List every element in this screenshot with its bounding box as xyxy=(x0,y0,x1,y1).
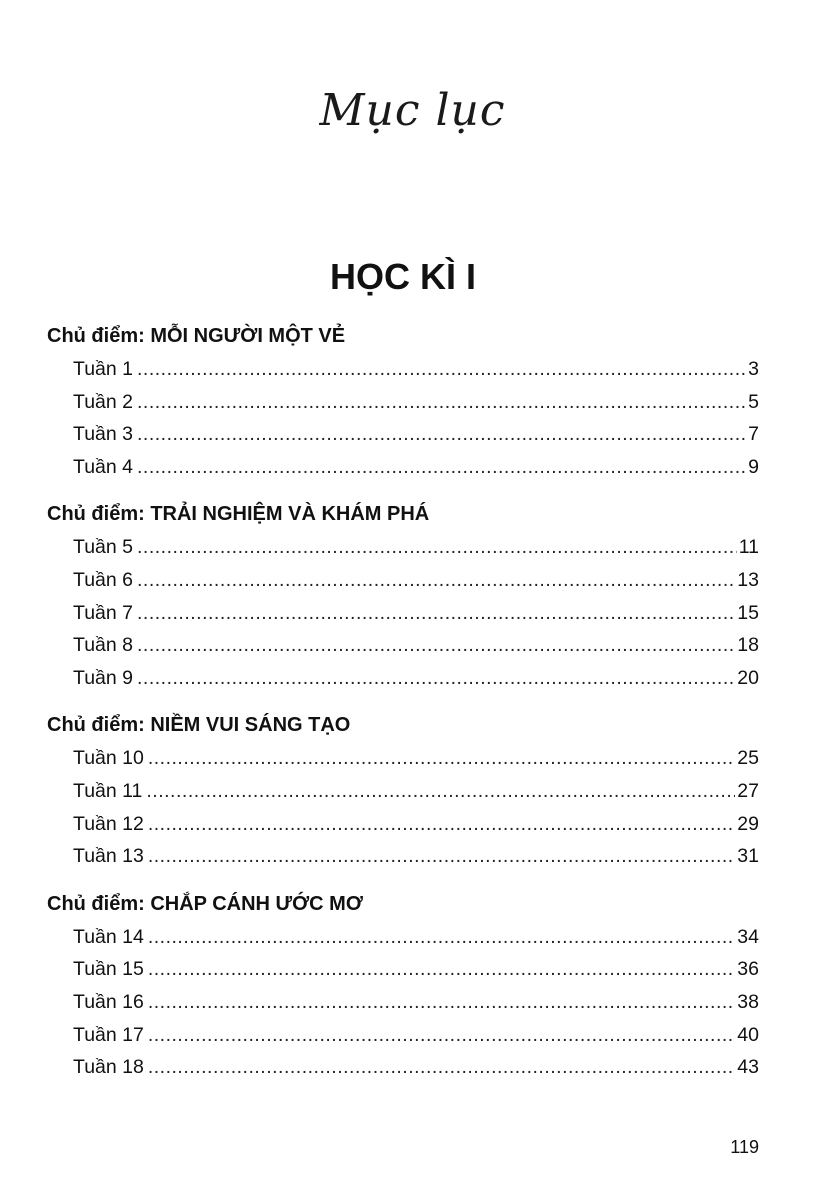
toc-section xyxy=(47,497,759,694)
entry-page: 9 xyxy=(748,455,759,478)
toc-entry xyxy=(73,531,759,564)
toc-entry xyxy=(73,629,759,662)
dot-leader xyxy=(137,531,737,564)
page-number: 119 xyxy=(730,1137,759,1157)
entry-page: 18 xyxy=(737,634,759,657)
dot-leader xyxy=(148,742,735,775)
toc-entry xyxy=(73,986,759,1019)
entry-label: Tuần 3 xyxy=(73,423,133,446)
toc-entry xyxy=(73,418,759,451)
entry-page: 13 xyxy=(737,568,759,591)
dot-leader xyxy=(137,597,735,630)
semester-heading: HỌC KÌ I xyxy=(329,256,476,297)
toc-section xyxy=(47,887,759,1084)
dot-leader xyxy=(146,775,735,808)
entry-label: Tuần 17 xyxy=(73,1023,144,1046)
page-title: Mục lục xyxy=(319,85,506,136)
dot-leader xyxy=(137,662,735,695)
toc-entry xyxy=(73,662,759,695)
dot-leader xyxy=(148,1051,735,1084)
entry-label: Tuần 15 xyxy=(73,958,144,981)
toc-entry xyxy=(73,808,759,841)
entry-page: 27 xyxy=(737,779,759,802)
entry-label: Tuần 16 xyxy=(73,990,144,1013)
toc-entry xyxy=(73,921,759,954)
entry-page: 11 xyxy=(738,536,759,559)
entry-label: Tuần 13 xyxy=(73,845,144,868)
toc-entry xyxy=(73,353,759,386)
toc-entry xyxy=(73,386,759,419)
entry-label: Tuần 2 xyxy=(73,390,133,413)
entry-page: 7 xyxy=(748,423,759,446)
entry-label: Tuần 8 xyxy=(73,634,133,657)
entry-label: Tuần 14 xyxy=(73,925,144,948)
toc-entry xyxy=(73,840,759,873)
entry-page: 34 xyxy=(737,925,759,948)
section-heading: Chủ điểm: CHẮP CÁNH ƯỚC MƠ xyxy=(47,892,363,915)
dot-leader xyxy=(148,1019,735,1052)
entry-page: 40 xyxy=(737,1023,759,1046)
toc-entry xyxy=(73,451,759,484)
toc-entry xyxy=(73,1019,759,1052)
section-heading: Chủ điểm: MỖI NGƯỜI MỘT VẺ xyxy=(47,325,346,347)
toc-section xyxy=(47,319,759,483)
entry-page: 43 xyxy=(737,1056,759,1079)
dot-leader xyxy=(148,986,735,1019)
dot-leader xyxy=(148,808,735,841)
dot-leader xyxy=(137,564,735,597)
dot-leader xyxy=(137,629,735,662)
entry-page: 38 xyxy=(737,990,759,1013)
entry-page: 5 xyxy=(748,390,759,413)
section-heading: Chủ điểm: NIỀM VUI SÁNG TẠO xyxy=(47,714,351,737)
entry-label: Tuần 10 xyxy=(73,747,144,770)
dot-leader xyxy=(148,921,735,954)
entry-page: 15 xyxy=(737,601,759,624)
entry-label: Tuần 18 xyxy=(73,1056,144,1079)
section-heading: Chủ điểm: TRẢI NGHIỆM VÀ KHÁM PHÁ xyxy=(47,503,430,526)
entry-label: Tuần 12 xyxy=(73,812,144,835)
entry-label: Tuần 11 xyxy=(73,779,143,802)
dot-leader xyxy=(137,353,746,386)
entry-label: Tuần 1 xyxy=(73,358,133,380)
dot-leader xyxy=(148,953,735,986)
toc-entry xyxy=(73,1051,759,1084)
entry-page: 31 xyxy=(737,845,759,868)
entry-label: Tuần 4 xyxy=(73,455,133,478)
toc-entry xyxy=(73,564,759,597)
entry-page: 29 xyxy=(737,812,759,835)
table-of-contents xyxy=(47,319,759,1084)
entry-label: Tuần 7 xyxy=(73,601,133,624)
dot-leader xyxy=(137,386,746,419)
toc-entry xyxy=(73,775,759,808)
entry-page: 20 xyxy=(737,666,759,689)
entry-page: 3 xyxy=(748,358,759,380)
dot-leader xyxy=(137,451,746,484)
entry-label: Tuần 9 xyxy=(73,666,133,689)
toc-section xyxy=(47,708,759,872)
toc-entry xyxy=(73,742,759,775)
dot-leader xyxy=(137,418,746,451)
entry-label: Tuần 5 xyxy=(73,536,133,559)
entry-label: Tuần 6 xyxy=(73,568,133,591)
entry-page: 36 xyxy=(737,958,759,981)
dot-leader xyxy=(148,840,735,873)
toc-entry xyxy=(73,953,759,986)
toc-entry xyxy=(73,597,759,630)
entry-page: 25 xyxy=(737,747,759,770)
